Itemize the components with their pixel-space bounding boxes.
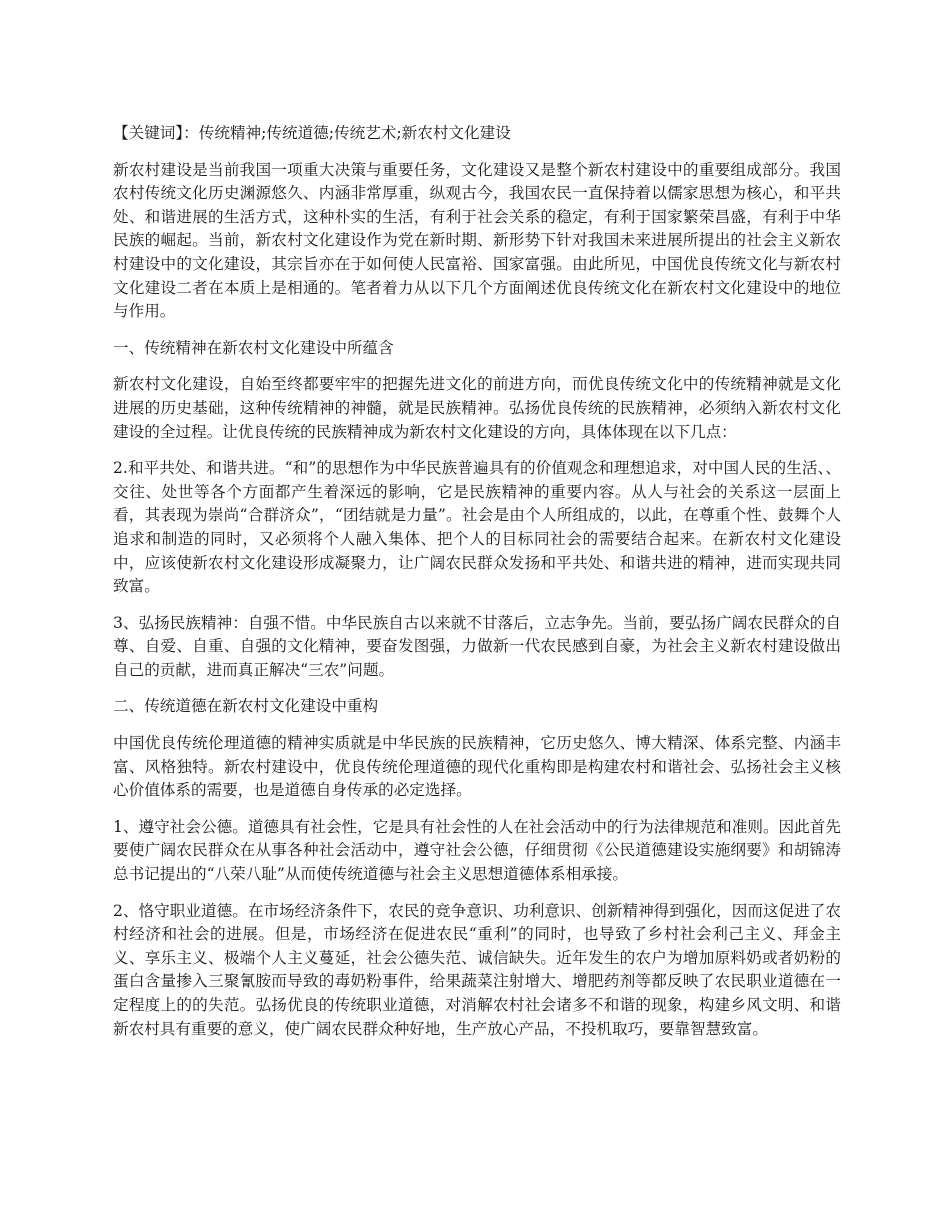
point-2-paragraph: 2.和平共处、和谐共进。“和”的思想作为中华民族普遍具有的价值观念和理想追求，对中国人民的生活、、交往、处世等各个方面都产生着深远的影响，它是民族精神的重要内容。从人与社会的关系这一层面上看，其表现为崇尚“合群济众”，“团结就是力量”。社会是由个人所组成的，以此，在尊重个性、鼓舞个人追求和制造的同时，又必须将个人融入集体、把个人的目标同社会的需要结合起来。在新农村文化建设中，应该使新农村文化建设形成凝聚力，让广阔农民群众发扬和平共处、和谐共进的精神，进而实现共同致富。 [113, 459, 841, 596]
section-2-paragraph: 中国优良传统伦理道德的精神实质就是中华民族的民族精神，它历史悠久、博大精深、体系完整、内涵丰富、风格独特。新农村建设中，优良传统伦理道德的现代化重构即是构建农村和谐社会、弘扬社会主义核心价值体系的需要，也是道德自身传承的必定选择。 [113, 734, 841, 800]
document-body [113, 122, 841, 1054]
morality-point-2-paragraph: 2、恪守职业道德。在市场经济条件下，农民的竞争意识、功利意识、创新精神得到强化，因而这促进了农村经济和社会的进展。但是，市场经济在促进农民“重利”的同时，也导致了乡村社会利己主义、拜金主义、享乐主义、极端个人主义蔓延，社会公德失范、诚信缺失。近年发生的农户为增加原料奶或者奶粉的蛋白含量掺入三聚氰胺而导致的毒奶粉事件，给果蔬菜注射增大、增肥药剂等都反映了农民职业道德在一定程度上的的失范。弘扬优良的传统职业道德，对消解农村社会诸多不和谐的现象，构建乡风文明、和谐新农村具有重要的意义，使广阔农民群众种好地，生产放心产品，不投机取巧，要靠智慧致富。 [113, 901, 841, 1038]
morality-point-1-paragraph: 1、遵守社会公德。道德具有社会性，它是具有社会性的人在社会活动中的行为法律规范和准则。因此首先要使广阔农民群众在从事各种社会活动中，遵守社会公德，仔细贯彻《公民道德建设实施纲要》和胡锦涛总书记提出的“八荣八耻”从而使传统道德与社会主义思想道德体系相承接。 [113, 817, 841, 884]
intro-paragraph: 新农村建设是当前我国一项重大决策与重要任务，文化建设又是整个新农村建设中的重要组成部分。我国农村传统文化历史渊源悠久、内涵非常厚重，纵观古今，我国农民一直保持着以儒家思想为核心，和平共处、和谐进展的生活方式，这种朴实的生活，有利于社会关系的稳定，有利于国家繁荣昌盛，有利于中华民族的崛起。当前，新农村文化建设作为党在新时期、新形势下针对我国未来进展所提出的社会主义新农村建设中的文化建设，其宗旨亦在于如何使人民富裕、国家富强。由此所见，中国优良传统文化与新农村文化建设二者在本质上是相通的。笔者着力从以下几个方面阐述优良传统文化在新农村文化建设中的地位与作用。 [113, 160, 841, 321]
section-heading-1: 一、传统精神在新农村文化建设中所蕴含 [113, 338, 394, 357]
point-3-paragraph: 3、弘扬民族精神：自强不惜。中华民族自古以来就不甘落后，立志争先。当前，要弘扬广阔农民群众的自尊、自爱、自重、自强的文化精神，要奋发图强，力做新一代农民感到自豪，为社会主义新农村建设做出自己的贡献，进而真正解决“三农”问题。 [113, 613, 841, 679]
section-1-paragraph: 新农村文化建设，自始至终都要牢牢的把握先进文化的前进方向，而优良传统文化中的传统精神就是文化进展的历史基础，这种传统精神的神髓，就是民族精神。弘扬优良传统的民族精神，必须纳入新农村文化建设的全过程。让优良传统的民族精神成为新农村文化建设的方向，具体体现在以下几点： [113, 375, 841, 441]
section-heading-2: 二、传统道德在新农村文化建设中重构 [113, 697, 379, 716]
keywords-line: 【关键词】：传统精神;传统道德;传统艺术;新农村文化建设 [113, 124, 511, 142]
